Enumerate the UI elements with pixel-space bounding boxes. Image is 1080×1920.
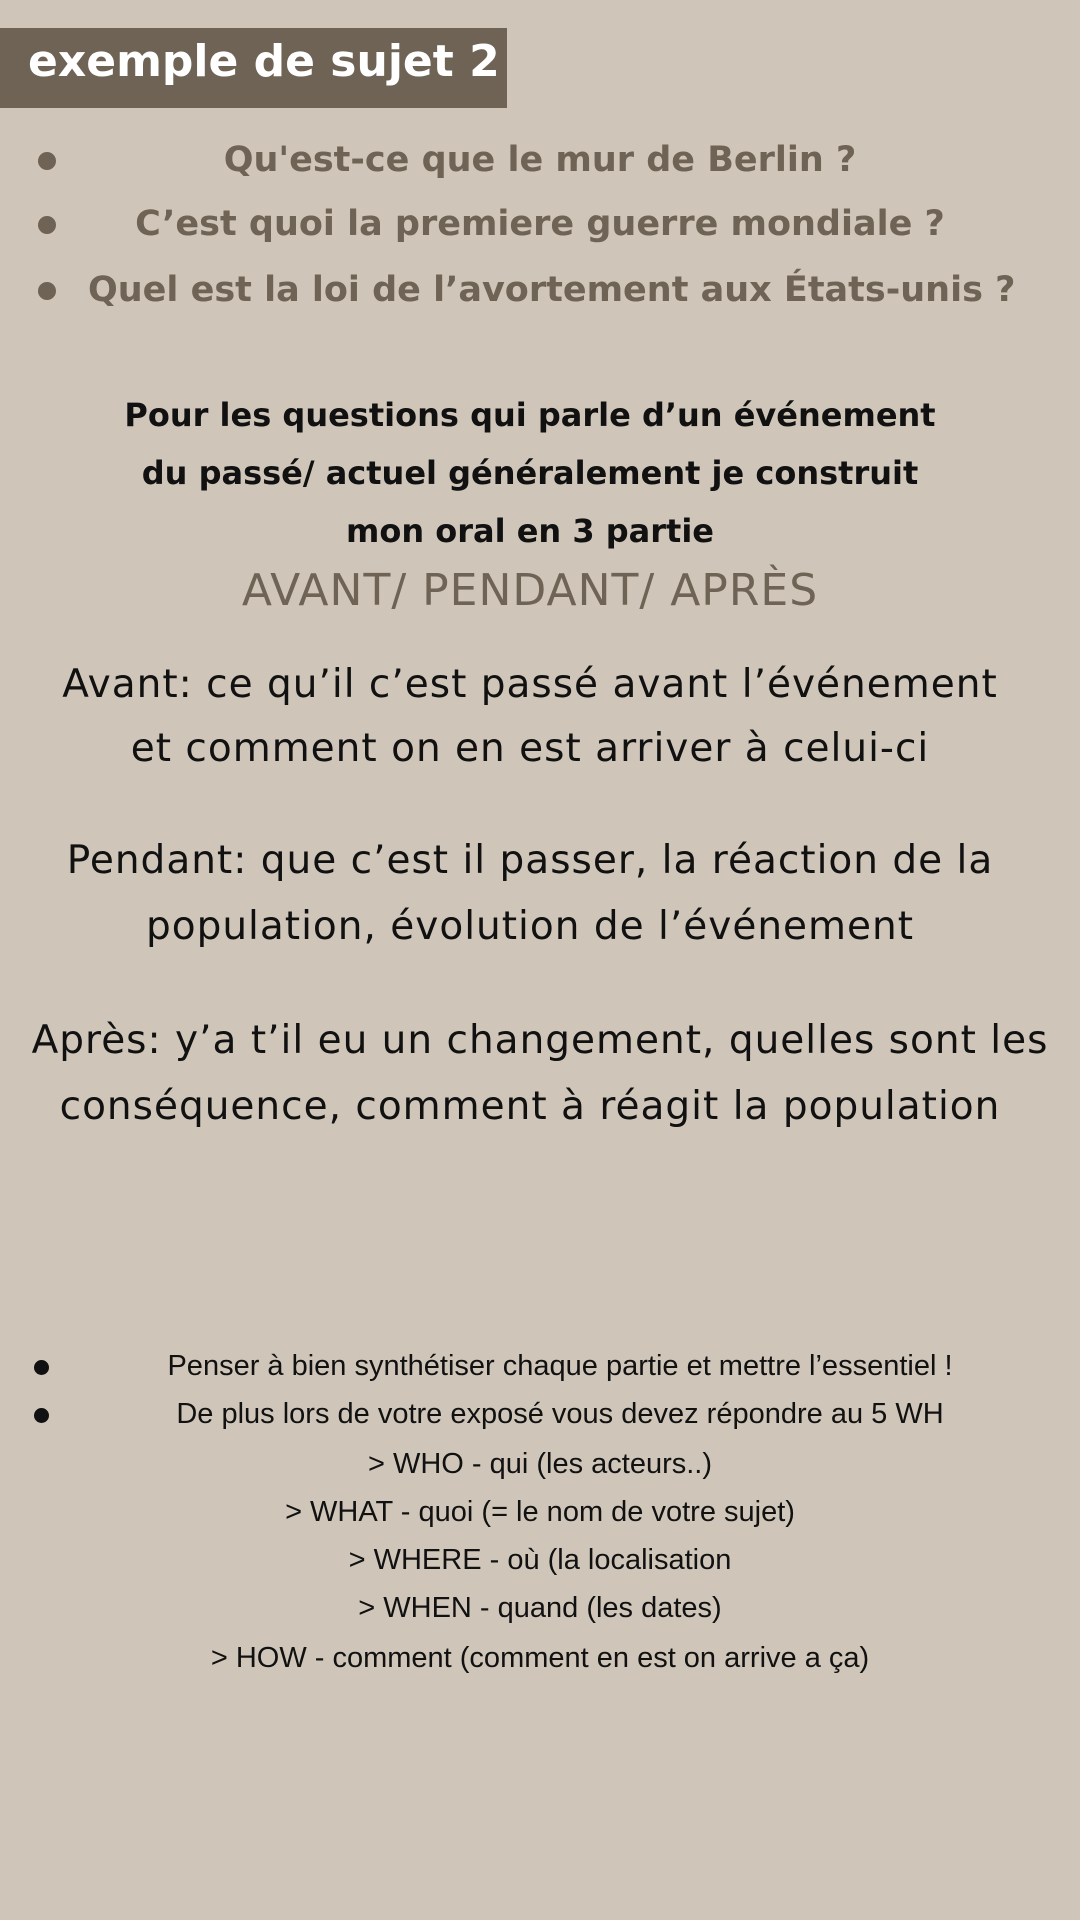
wh-item: > WHEN - quand (les dates) xyxy=(358,1592,722,1624)
question-item: Qu'est-ce que le mur de Berlin ? xyxy=(223,140,857,180)
section-avant-line: et comment on en est arriver à celui-ci xyxy=(130,726,930,771)
intro-line: du passé/ actuel généralement je construit xyxy=(141,454,919,492)
section-avant-line: Avant: ce qu’il c’est passé avant l’événement xyxy=(62,662,998,707)
wh-item: > HOW - comment (comment en est on arrive a ça) xyxy=(210,1642,870,1674)
tip-item: Penser à bien synthétiser chaque partie et mettre l’essentiel ! xyxy=(167,1350,953,1382)
wh-item: > WHERE - où (la localisation xyxy=(348,1544,732,1576)
question-item: Quel est la loi de l’avortement aux États-unis ? xyxy=(88,270,1016,310)
plan-title: AVANT/ PENDANT/ APRÈS xyxy=(241,565,819,616)
question-bullet xyxy=(38,282,56,300)
wh-item: > WHO - qui (les acteurs..) xyxy=(367,1448,713,1480)
wh-item: > WHAT - quoi (= le nom de votre sujet) xyxy=(285,1496,795,1528)
intro-line: Pour les questions qui parle d’un événement xyxy=(124,396,936,434)
section-apres-line: Après: y’a t’il eu un changement, quelles sont les xyxy=(31,1018,1049,1063)
tip-item: De plus lors de votre exposé vous devez répondre au 5 WH xyxy=(176,1398,944,1430)
section-pendant-line: Pendant: que c’est il passer, la réaction de la xyxy=(66,838,994,883)
intro-line: mon oral en 3 partie xyxy=(346,512,714,550)
page-title: exemple de sujet 2 xyxy=(28,36,500,87)
section-pendant-line: population, évolution de l’événement xyxy=(145,904,915,949)
section-apres-line: conséquence, comment à réagit la population xyxy=(59,1084,1001,1129)
question-item: C’est quoi la premiere guerre mondiale ? xyxy=(135,204,945,244)
